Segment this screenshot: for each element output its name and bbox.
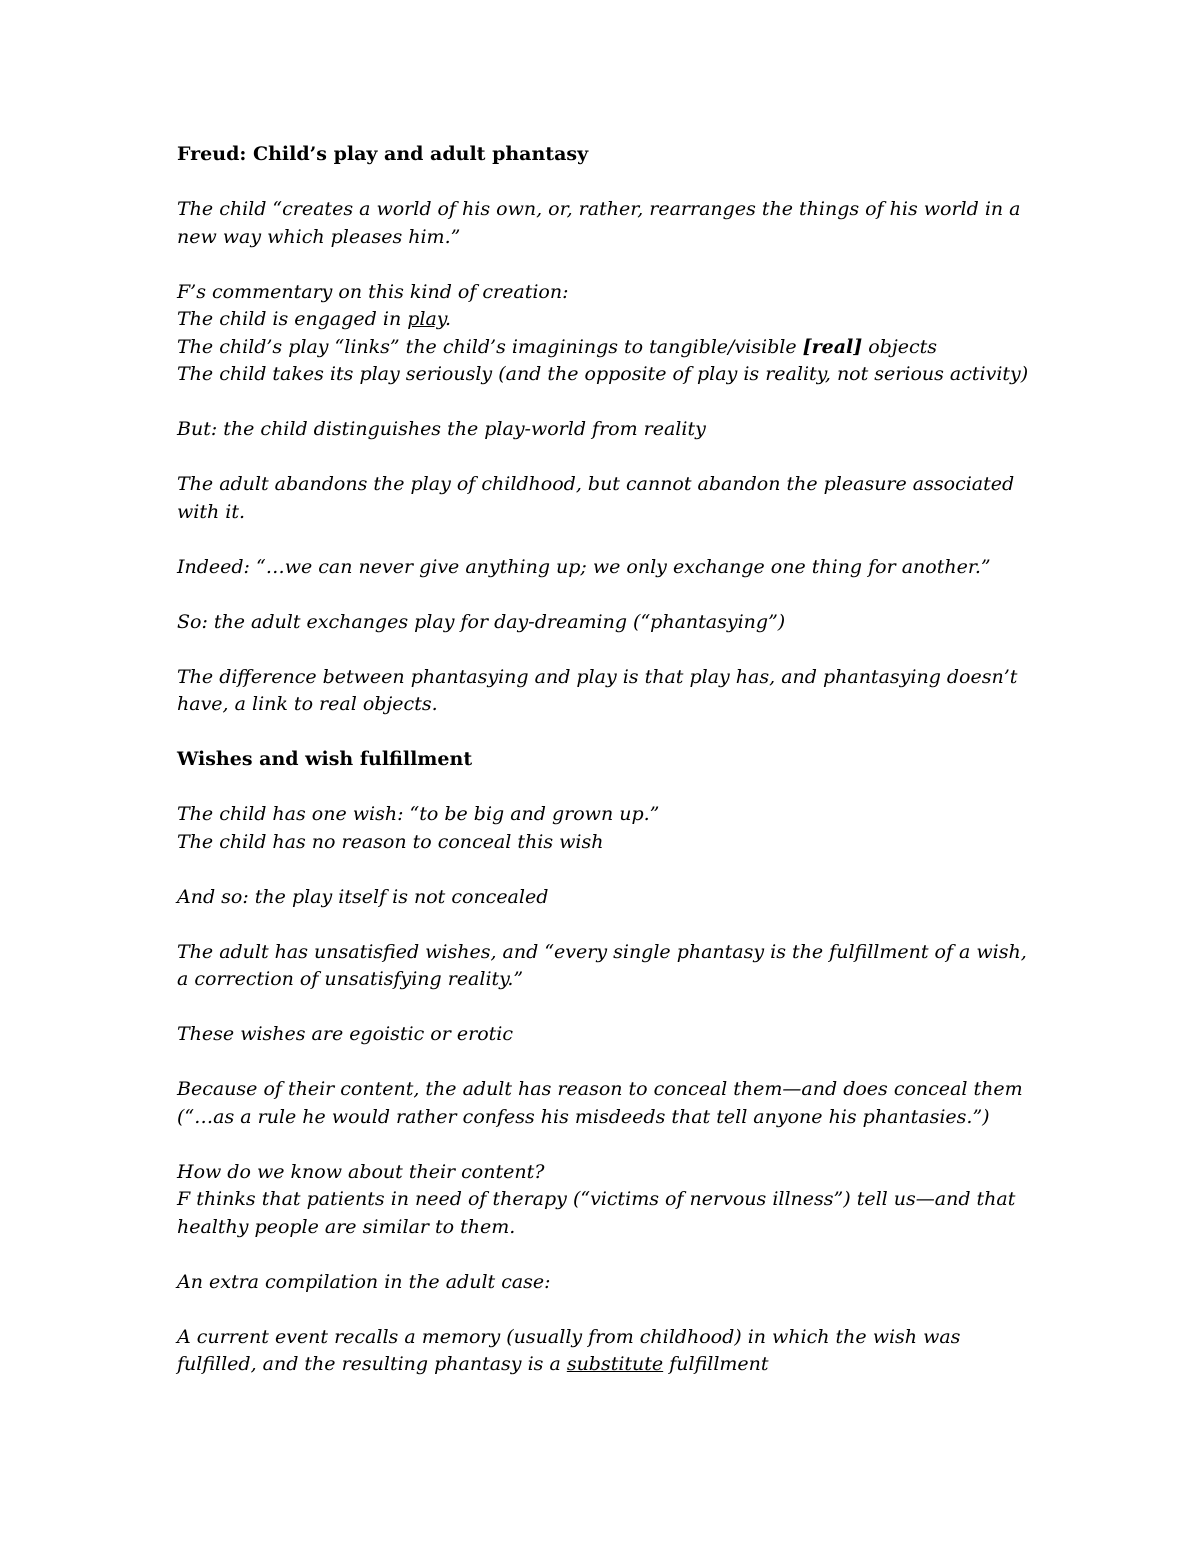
paragraph-play-not-concealed: And so: the play itself is not concealed	[177, 885, 549, 908]
bold-real: [real]	[802, 335, 863, 358]
paragraph-indeed: Indeed: “…we can never give anything up; we only exchange one thing for another.”	[177, 555, 991, 578]
child-wish-line-1: The child has one wish: “to be big and grown up.”	[177, 803, 660, 825]
paragraph-how-know	[177, 1159, 1037, 1242]
section-heading-wishes: Wishes and wish fulfillment	[177, 748, 473, 770]
commentary-line-4: The child takes its play seriously (and the opposite of play is reality, not serious activity)	[177, 363, 1029, 385]
current-event-end: fulfillment	[663, 1353, 769, 1375]
paragraph-day-dreaming: So: the adult exchanges play for day-dreaming (“phantasying”)	[177, 610, 786, 633]
commentary-line-2	[177, 306, 1037, 334]
document-page	[177, 141, 1037, 1406]
commentary-line-1: F’s commentary on this kind of creation:	[177, 280, 569, 303]
paragraph-extra-compilation: An extra compilation in the adult case:	[177, 1270, 551, 1293]
paragraph-child-creates-world: The child “creates a world of his own, or, rather, rearranges the things of his world in a new way which pleases him.”	[177, 198, 1021, 248]
paragraph-current-event	[177, 1324, 1037, 1379]
paragraph-conceal: Because of their content, the adult has reason to conceal them—and does conceal them (“…as a rule he would rather confess his misdeeds that tell anyone his phantasies.”)	[177, 1078, 1023, 1128]
page-title: Freud: Child’s play and adult phantasy	[177, 143, 589, 165]
how-know-line-1: How do we know about their content?	[177, 1160, 545, 1183]
paragraph-adult-abandons: The adult abandons the play of childhood, but cannot abandon the pleasure associated with it.	[177, 473, 1015, 523]
paragraph-egoistic-erotic: These wishes are egoistic or erotic	[177, 1023, 513, 1045]
child-wish-line-2: The child has no reason to conceal this wish	[177, 830, 604, 853]
commentary-line-3-text: The child’s play “links” the child’s imaginings to tangible/visible	[177, 335, 803, 358]
how-know-line-2: F thinks that patients in need of therapy (“victims of nervous illness”) tell us—and that healthy people are similar to them.	[177, 1188, 1016, 1238]
paragraph-distinguishes: But: the child distinguishes the play-world from reality	[177, 418, 706, 440]
paragraph-child-wish	[177, 801, 1037, 856]
commentary-line-3-end: objects	[862, 335, 938, 358]
commentary-line-2-text: The child is engaged in	[177, 308, 408, 330]
paragraph-difference: The difference between phantasying and play is that play has, and phantasying doesn’t have, a link to real objects.	[177, 665, 1018, 715]
underlined-play: play	[407, 308, 446, 330]
current-event-text: A current event recalls a memory (usually from childhood) in which the wish was fulfilled, and the resulting phantasy is a	[177, 1325, 961, 1375]
paragraph-commentary	[177, 279, 1037, 389]
paragraph-unsatisfied-wishes: The adult has unsatisfied wishes, and “every single phantasy is the fulfillment of a wish, a correction of unsatisfying reality.”	[177, 940, 1027, 990]
underlined-substitute: substitute	[566, 1353, 664, 1375]
commentary-line-2-end: .	[445, 308, 452, 330]
commentary-line-3	[177, 334, 1037, 362]
